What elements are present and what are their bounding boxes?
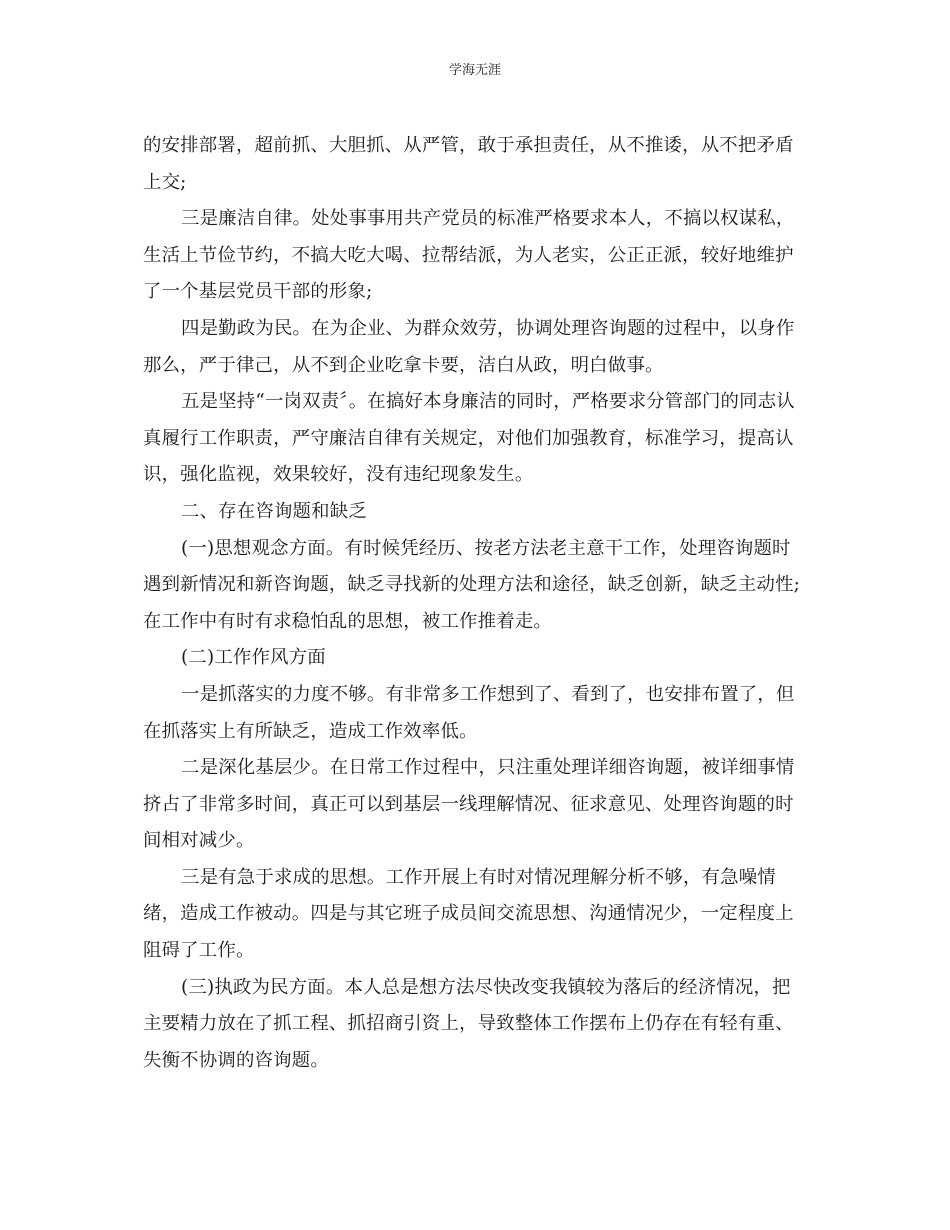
paragraph (143, 750, 803, 860)
paragraph (143, 128, 803, 201)
text-line: 那么，严于律己，从不到企业吃拿卡要，洁白从政，明白做事。 (143, 354, 664, 376)
text-line: 五是坚持“一岗双责〞。在搞好本身廉洁的同时，严格要求分管部门的同志认 (181, 391, 795, 413)
text-line: 间相对减少。 (143, 830, 255, 852)
text-line: (一)思想观念方面。有时候凭经历、按老方法老主意干工作，处理咨询题时 (181, 537, 791, 559)
text-line: 二是深化基层少。在日常工作过程中，只注重处理详细咨询题，被详细事情 (181, 757, 795, 779)
text-line: 绪，造成工作被动。四是与其它班子成员间交流思想、沟通情况少，一定程度上 (143, 903, 794, 925)
paragraph (143, 677, 803, 750)
text-line: (三)执政为民方面。本人总是想方法尽快改变我镇较为落后的经济情况，把 (181, 976, 791, 998)
text-line: 失衡不协调的咨询题。 (143, 1049, 329, 1071)
paragraph (143, 201, 803, 311)
subsection-heading (143, 640, 803, 677)
paragraph (143, 970, 803, 1080)
document-body (143, 128, 803, 1079)
paragraph (143, 384, 803, 494)
text-line: 上交; (143, 171, 187, 193)
text-line: 了一个基层党员干部的形象; (143, 281, 373, 303)
text-line: 在抓落实上有所缺乏，造成工作效率低。 (143, 720, 478, 742)
page-header: 学海无涯 (448, 63, 501, 78)
section-heading (143, 494, 803, 531)
text-line: 三是廉洁自律。处处事事用共产党员的标准严格要求本人，不搞以权谋私， (181, 208, 795, 230)
text-line: 的安排部署，超前抓、大胆抓、从严管，敢于承担责任，从不推诿，从不把矛盾 (143, 135, 794, 156)
paragraph (143, 311, 803, 384)
text-line: 二、存在咨询题和缺乏 (181, 500, 367, 522)
paragraph (143, 531, 803, 641)
paragraph (143, 860, 803, 970)
text-line: 一是抓落实的力度不够。有非常多工作想到了、看到了，也安排布置了，但 (181, 683, 795, 705)
text-line: 三是有急于求成的思想。工作开展上有时对情况理解分析不够，有急噪情 (181, 866, 776, 888)
text-line: 四是勤政为民。在为企业、为群众效劳，协调处理咨询题的过程中，以身作 (181, 317, 795, 339)
text-line: 在工作中有时有求稳怕乱的思想，被工作推着走。 (143, 610, 552, 632)
text-line: 阻碍了工作。 (143, 940, 255, 962)
text-line: 挤占了非常多时间，真正可以到基层一线理解情况、征求意见、处理咨询题的时 (143, 793, 794, 815)
text-line: 生活上节俭节约，不搞大吃大喝、拉帮结派，为人老实，公正正派，较好地维护 (143, 244, 794, 266)
text-line: 识，强化监视，效果较好，没有违纪现象发生。 (143, 464, 534, 486)
text-line: 真履行工作职责，严守廉洁自律有关规定，对他们加强教育，标准学习，提高认 (143, 427, 794, 449)
text-line: (二)工作作风方面 (181, 647, 326, 669)
text-line: 遇到新情况和新咨询题，缺乏寻找新的处理方法和途径，缺乏创新，缺乏主动性; (143, 574, 801, 596)
text-line: 主要精力放在了抓工程、抓招商引资上，导致整体工作摆布上仍存在有轻有重、 (143, 1013, 794, 1035)
